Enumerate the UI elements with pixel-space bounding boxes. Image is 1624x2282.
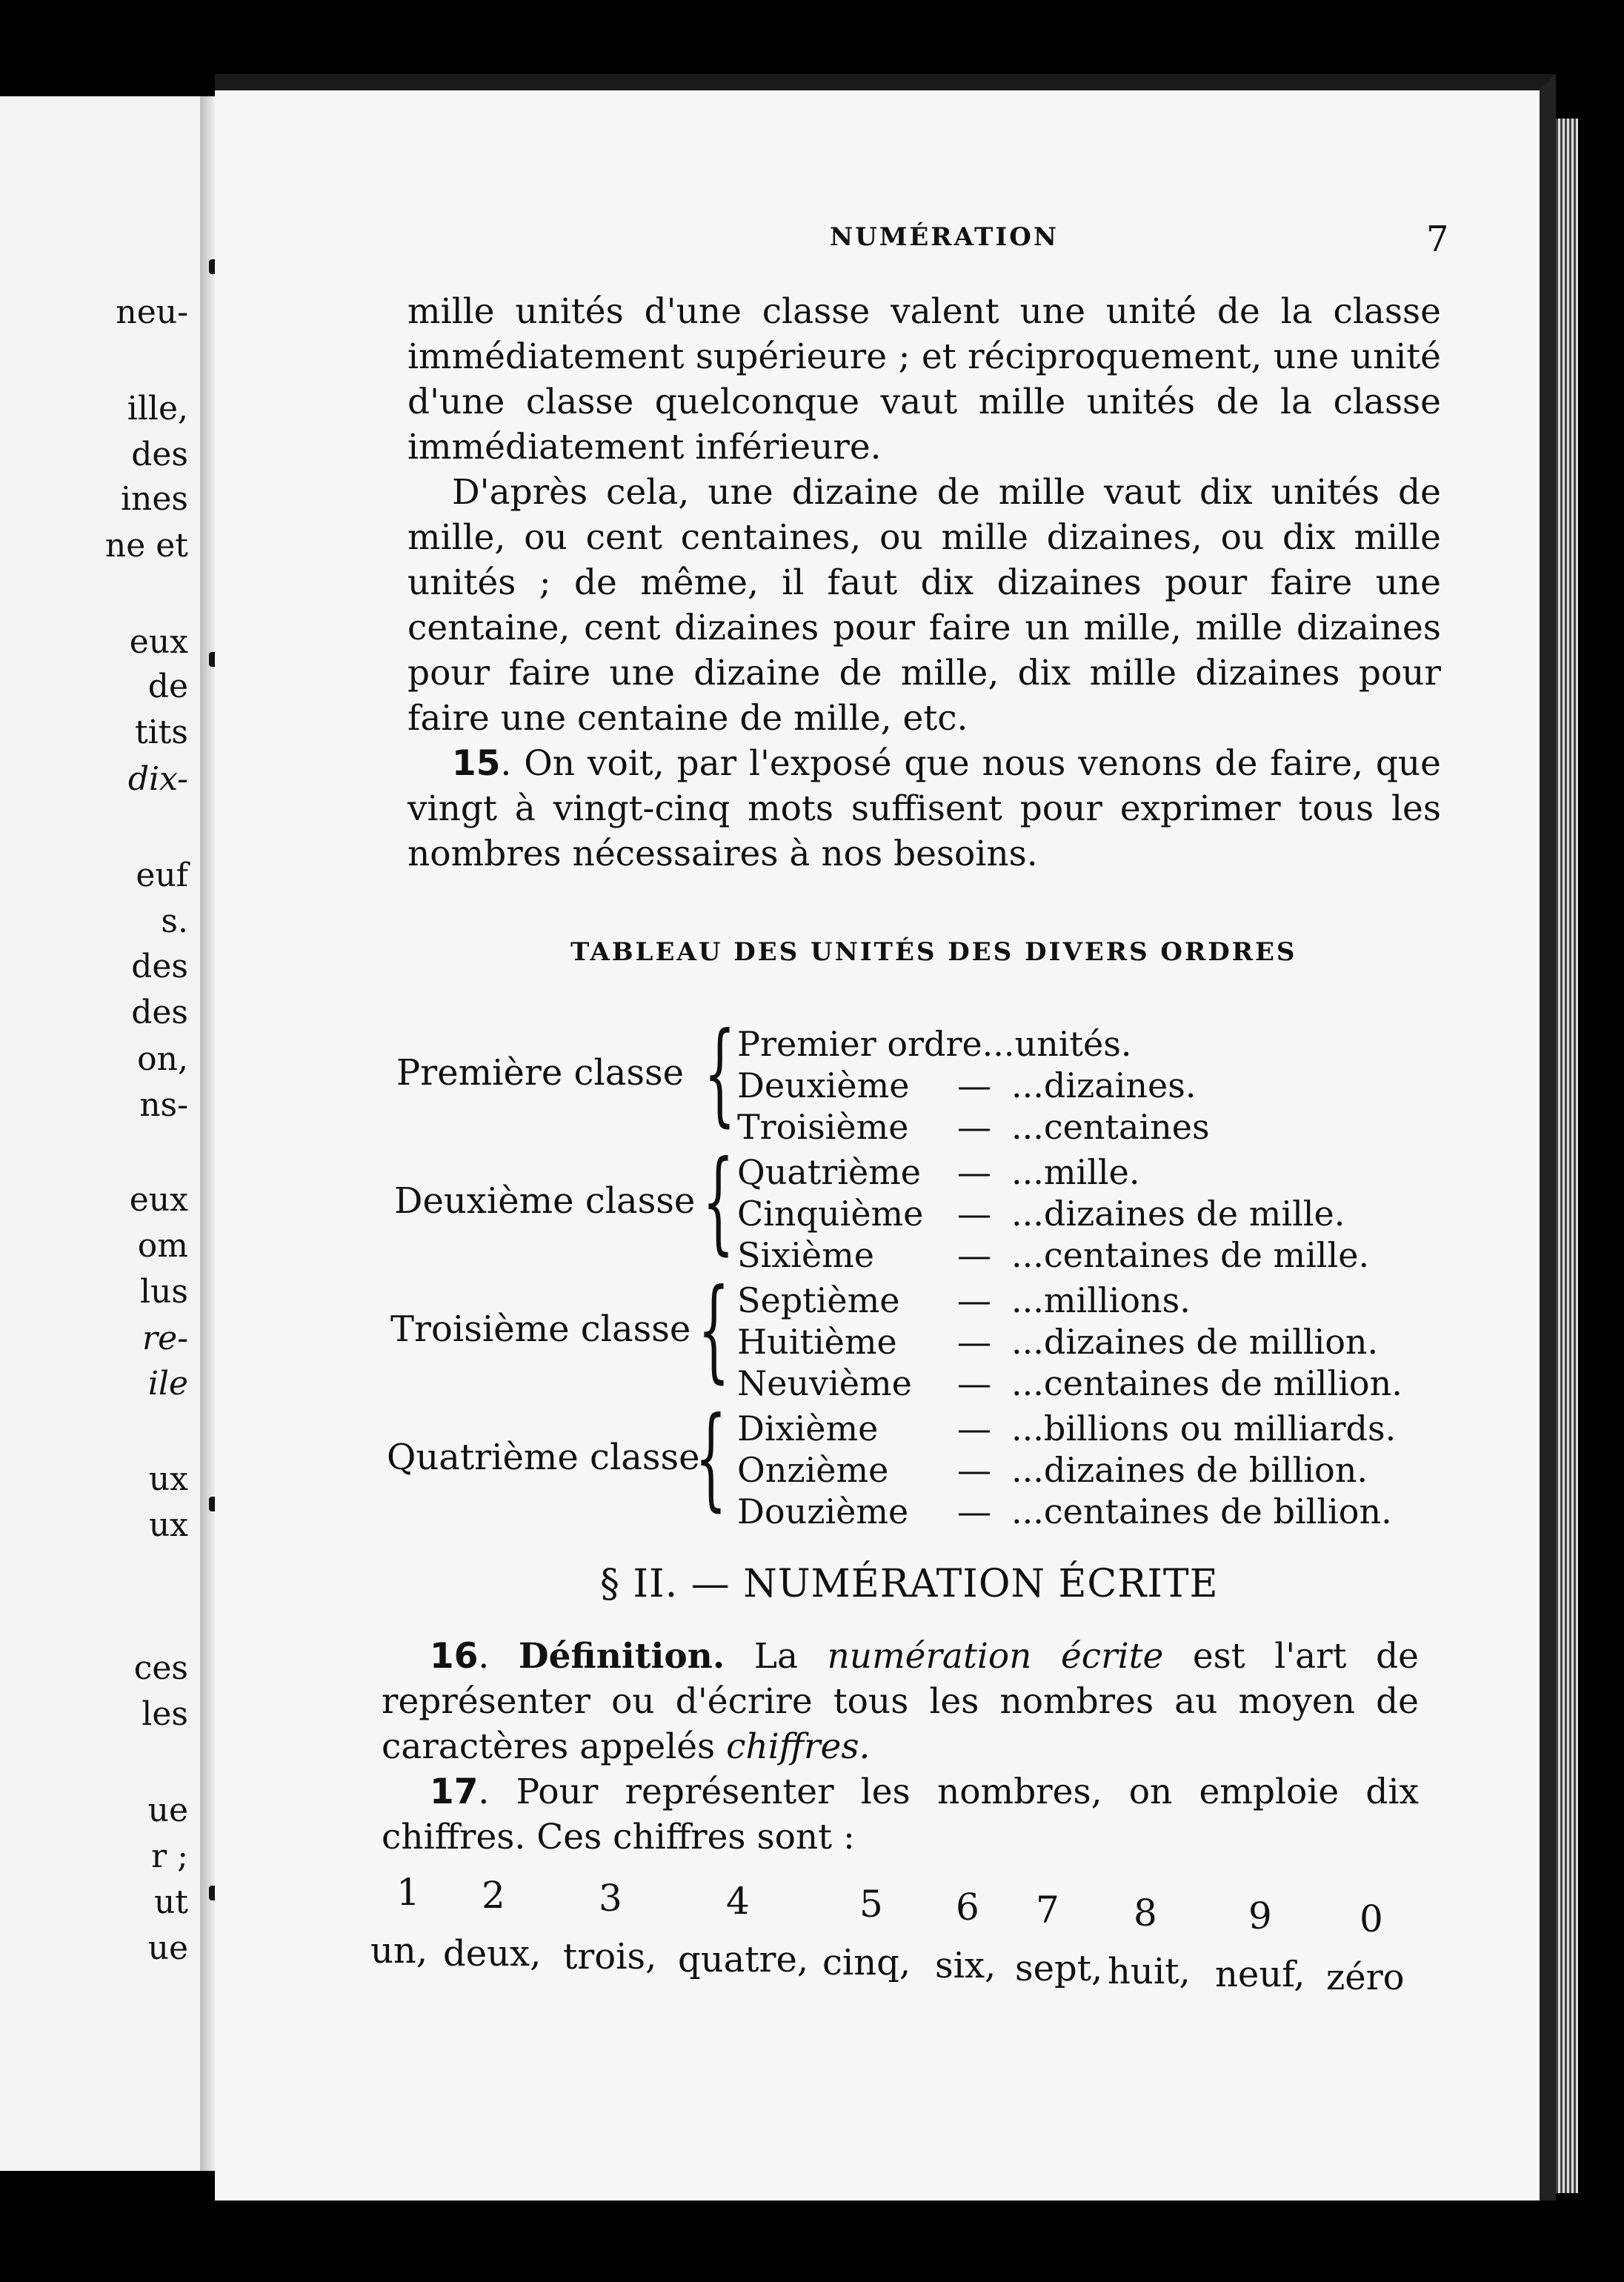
left-page-fragment: ue — [147, 1929, 188, 1967]
class-label: Deuxième classe — [394, 1180, 696, 1222]
paragraph: D'après cela, une dizaine de mille vaut dix unités de mille, ou cent centaines, ou mille dizaines, ou dix mille unités ; de même, il faut dix dizaines pour faire une centaine, cent dizaines pour faire un mille, mille dizaines pour faire une dizaine de mille, dix mille dizaines pour faire une centaine de mille, etc. — [407, 472, 1441, 739]
paragraph-text: On voit, par l'exposé que nous venons de faire, que vingt à vingt-cinq mots suffisent pour exprimer tous les nombres nécessaires à nos besoins. — [407, 743, 1441, 874]
book-gutter — [200, 96, 215, 2171]
paragraph-text: Pour représenter les nombres, on emploie dix chiffres. Ces chiffres sont : — [382, 1772, 1419, 1857]
order-name: Dixième — [737, 1408, 879, 1448]
unit-name: ...centaines — [1011, 1107, 1210, 1147]
ditto-dash: — — [957, 1280, 991, 1320]
left-page-fragment: ux — [148, 1506, 188, 1544]
left-page-fragment: des — [131, 994, 188, 1031]
digit-glyph: 6 — [956, 1886, 979, 1929]
left-page-fragment: les — [142, 1695, 188, 1733]
ditto-dash: — — [957, 1235, 991, 1275]
left-page-fragment: re- — [142, 1320, 188, 1357]
digit-name: deux, — [443, 1933, 542, 1975]
digit-name: huit, — [1108, 1951, 1191, 1992]
ditto-dash: — — [957, 1152, 991, 1192]
order-row — [737, 1491, 1392, 1531]
left-page-fragment: dix- — [127, 760, 188, 798]
digit-glyph: 9 — [1248, 1895, 1272, 1937]
order-name: Huitième — [737, 1322, 897, 1362]
digit-name: neuf, — [1215, 1954, 1305, 1995]
order-row — [737, 1194, 1345, 1234]
digit-glyph: 0 — [1360, 1897, 1383, 1940]
order-row — [737, 1363, 1402, 1403]
left-page-fragment: ile — [147, 1365, 188, 1403]
running-head: NUMÉRATION — [830, 222, 1059, 252]
class-label: Première classe — [396, 1052, 685, 1094]
order-name: Neuvième — [737, 1363, 912, 1403]
digit-name: quatre, — [678, 1939, 809, 1980]
order-row — [737, 1280, 1191, 1320]
left-page-fragment: ux — [148, 1460, 188, 1498]
unit-name: ...mille. — [1011, 1152, 1140, 1192]
ditto-dash: — — [957, 1322, 991, 1362]
unit-name: ...dizaines de million. — [1011, 1322, 1379, 1362]
left-page-fragment: ns- — [139, 1086, 188, 1124]
left-page-fragment: euf — [136, 856, 188, 894]
paragraph-number: 16 — [430, 1636, 479, 1677]
digit-glyph: 1 — [396, 1871, 420, 1914]
digit-name: cinq, — [822, 1942, 911, 1983]
order-row — [737, 1235, 1369, 1275]
ditto-dash: — — [957, 1408, 991, 1448]
unit-name: ...centaines de mille. — [1011, 1235, 1370, 1275]
unit-name: ...unités. — [982, 1024, 1132, 1064]
left-page-fragment: s. — [161, 902, 188, 940]
brace-icon: { — [698, 1265, 730, 1394]
paragraph-text: est l'art de représenter ou d'écrire tous les nombres au moyen de caractères appelés — [382, 1636, 1419, 1767]
unit-name: ...dizaines de mille. — [1011, 1194, 1345, 1234]
paragraph-17: 17. Pour représenter les nombres, on emploie dix chiffres. Ces chiffres sont : — [382, 1772, 1419, 1857]
order-row — [737, 1107, 1210, 1147]
order-name: Cinquième — [737, 1194, 924, 1234]
ditto-dash: — — [957, 1491, 991, 1531]
order-name: Premier ordre — [737, 1024, 982, 1064]
ditto-dash: — — [957, 1450, 991, 1490]
page-edge-stack — [1556, 119, 1578, 2193]
table-title: TABLEAU DES UNITÉS DES DIVERS ORDRES — [570, 937, 1297, 967]
digit-name: trois, — [563, 1936, 657, 1977]
order-row — [737, 1152, 1139, 1192]
unit-name: ...millions. — [1011, 1280, 1191, 1320]
left-page-fragment: tits — [134, 713, 188, 751]
digit-name: six, — [935, 1945, 996, 1986]
left-page-fragment: eux — [129, 623, 188, 661]
ditto-dash: — — [957, 1107, 991, 1147]
paragraph-15: 15. On voit, par l'exposé que nous venons de faire, que vingt à vingt-cinq mots suffisent pour exprimer tous les nombres nécessaires à nos besoins. — [407, 743, 1441, 874]
left-page-fragment: on, — [137, 1040, 188, 1078]
unit-name: ...dizaines. — [1011, 1065, 1197, 1105]
section-heading: § II. — NUMÉRATION ÉCRITE — [600, 1562, 1219, 1606]
left-page-fragment: ines — [120, 480, 188, 518]
body-text-section — [382, 1634, 1419, 1860]
left-page-fragment: des — [131, 436, 188, 473]
ditto-dash: — — [957, 1065, 991, 1105]
order-name: Troisième — [737, 1107, 909, 1147]
digit-name: sept, — [1015, 1948, 1103, 1989]
definition-label: Définition. — [518, 1636, 725, 1677]
order-row — [737, 1065, 1196, 1105]
unit-name: ...centaines de million. — [1011, 1363, 1402, 1403]
left-page-fragment: neu- — [116, 293, 188, 331]
emphasis: numération écrite — [827, 1636, 1164, 1677]
unit-name: ...billions ou milliards. — [1011, 1408, 1397, 1448]
emphasis: chiffres. — [726, 1726, 871, 1767]
digit-glyph: 8 — [1134, 1892, 1157, 1935]
paragraph-number: 17 — [430, 1772, 479, 1812]
unit-name: ...centaines de billion. — [1011, 1491, 1392, 1531]
left-page-fragment: om — [137, 1227, 188, 1265]
digit-name: zéro — [1326, 1957, 1405, 1998]
digit-glyph: 3 — [599, 1877, 622, 1920]
order-row — [737, 1450, 1368, 1490]
order-row — [737, 1408, 1396, 1448]
order-row — [737, 1024, 1131, 1064]
page-number: 7 — [1426, 219, 1449, 260]
left-page-fragment: de — [147, 668, 188, 705]
ditto-dash: — — [957, 1194, 991, 1234]
left-page-fragment: eux — [129, 1181, 188, 1219]
brace-icon: { — [695, 1394, 727, 1523]
paragraph-text: La — [753, 1636, 798, 1677]
left-page-fragment: r ; — [151, 1837, 188, 1875]
class-label: Troisième classe — [390, 1308, 691, 1350]
order-row — [737, 1322, 1378, 1362]
order-name: Douzième — [737, 1491, 909, 1531]
paragraph-16: 16. Définition. La numération écrite est l'art de représenter ou d'écrire tous les nombres au moyen de caractères appelés chiffres. — [382, 1636, 1419, 1767]
order-name: Onzième — [737, 1450, 889, 1490]
paragraph-continued: mille unités d'une classe valent une unité de la classe immédiatement supérieure ; et réciproquement, une unité d'une classe quelconque vaut mille unités de la classe immédiatement inférieure. — [407, 291, 1441, 468]
digit-glyph: 7 — [1036, 1889, 1059, 1932]
left-page-fragment: ces — [133, 1649, 188, 1687]
order-name: Quatrième — [737, 1152, 922, 1192]
left-page-fragment: ut — [153, 1883, 188, 1921]
order-name: Deuxième — [737, 1065, 910, 1105]
digit-glyph: 5 — [859, 1883, 883, 1926]
order-name: Sixième — [737, 1235, 874, 1275]
left-page-edge — [0, 96, 200, 2171]
digit-glyph: 4 — [726, 1880, 750, 1923]
digit-name: un, — [370, 1930, 428, 1972]
digit-glyph: 2 — [482, 1874, 505, 1917]
unit-name: ...dizaines de billion. — [1011, 1450, 1368, 1490]
left-page-fragment: lus — [140, 1273, 188, 1311]
left-page-fragment: des — [131, 948, 188, 985]
paragraph-number: 15 — [452, 743, 501, 784]
left-page-fragment: ue — [147, 1792, 188, 1829]
body-text — [407, 289, 1441, 876]
left-page-fragment: ne et — [104, 527, 188, 565]
class-label: Quatrième classe — [387, 1437, 700, 1478]
brace-icon: { — [704, 1009, 736, 1138]
ditto-dash: — — [957, 1363, 991, 1403]
brace-icon: { — [702, 1137, 734, 1266]
order-name: Septième — [737, 1280, 900, 1320]
left-page-fragment: ille, — [127, 390, 188, 428]
